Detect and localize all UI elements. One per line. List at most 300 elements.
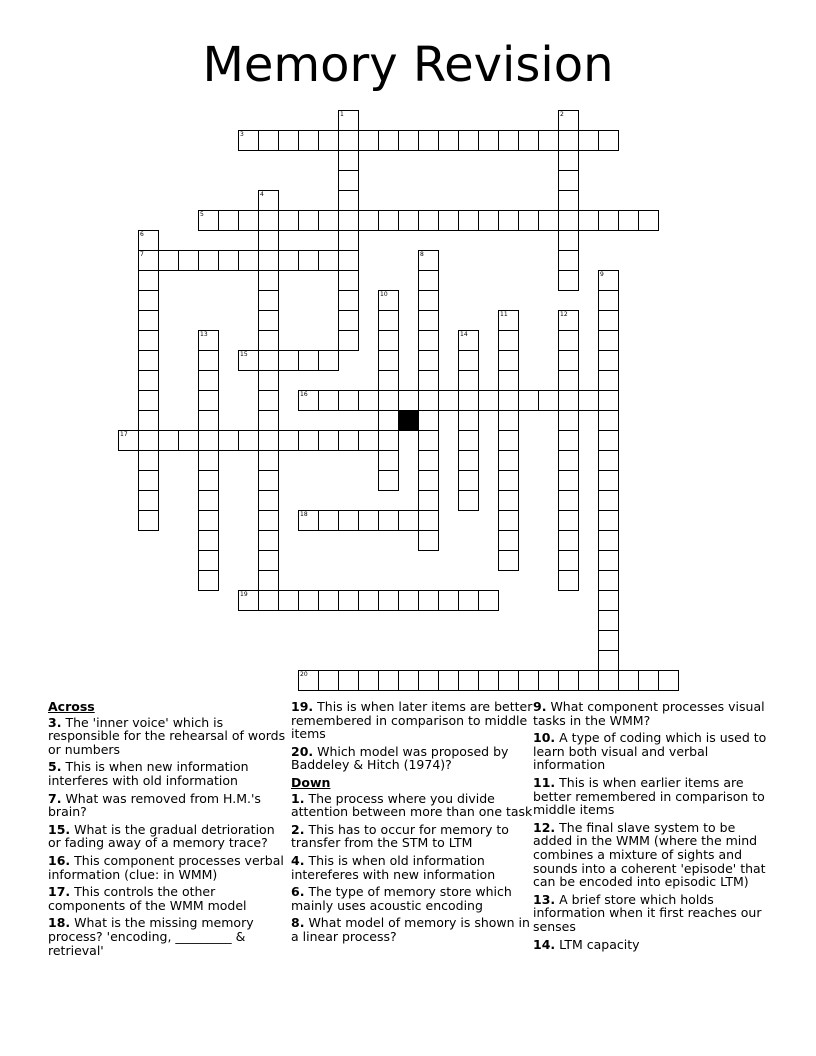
grid-cell[interactable] [498,310,519,331]
grid-cell[interactable] [258,350,279,371]
grid-cell[interactable] [458,490,479,511]
grid-cell[interactable] [258,290,279,311]
grid-cell[interactable] [298,510,319,531]
grid-cell[interactable] [258,530,279,551]
grid-cell[interactable] [418,390,439,411]
grid-number: 16 [300,391,308,398]
clue-down-10: 10. A type of coding which is used to learn both visual and verbal information [533,730,767,773]
grid-cell[interactable] [518,670,539,691]
grid-cell[interactable] [458,670,479,691]
grid-cell[interactable] [318,510,339,531]
grid-cell[interactable] [258,370,279,391]
grid-cell[interactable] [598,270,619,291]
grid-cell[interactable] [258,390,279,411]
grid-cell[interactable] [598,430,619,451]
grid-cell[interactable] [378,470,399,491]
grid-cell[interactable] [558,510,579,531]
grid-cell[interactable] [418,290,439,311]
grid-cell[interactable] [378,450,399,471]
grid-cell[interactable] [138,330,159,351]
grid-cell[interactable] [378,670,399,691]
grid-cell[interactable] [398,590,419,611]
grid-number: 7 [140,251,144,258]
grid-cell[interactable] [418,250,439,271]
grid-cell[interactable] [478,670,499,691]
grid-cell[interactable] [558,150,579,171]
grid-cell[interactable] [398,390,419,411]
grid-cell[interactable] [578,670,599,691]
grid-number: 17 [120,431,128,438]
clue-down-6: 6. The type of memory store which mainly uses acoustic encoding [291,884,512,913]
grid-cell[interactable] [598,670,619,691]
grid-cell[interactable] [558,570,579,591]
grid-cell[interactable] [458,350,479,371]
grid-cell[interactable] [598,290,619,311]
grid-cell[interactable] [198,470,219,491]
grid-cell[interactable] [478,590,499,611]
grid-cell[interactable] [418,450,439,471]
grid-cell[interactable] [318,250,339,271]
grid-cell[interactable] [598,350,619,371]
clues-column-1 [48,700,290,961]
grid-cell[interactable] [138,270,159,291]
grid-cell[interactable] [598,630,619,651]
grid-cell[interactable] [378,590,399,611]
grid-cell[interactable] [358,390,379,411]
clue-across-18: 18. What is the missing memory process? 'encoding, _________ & retrieval' [48,915,254,958]
grid-cell[interactable] [458,470,479,491]
grid-cell[interactable] [598,530,619,551]
grid-cell[interactable] [278,250,299,271]
clue-across-19: 19. This is when later items are better remembered in comparison to middle items [291,699,533,742]
grid-cell[interactable] [438,130,459,151]
grid-cell[interactable] [258,310,279,331]
grid-cell[interactable] [598,370,619,391]
down-header: Down [291,774,331,790]
grid-cell[interactable] [218,210,239,231]
grid-cell[interactable] [518,210,539,231]
grid-cell[interactable] [558,250,579,271]
grid-cell[interactable] [298,130,319,151]
grid-cell[interactable] [338,230,359,251]
grid-cell[interactable] [258,510,279,531]
grid-cell[interactable] [438,390,459,411]
clue-across-5: 5. This is when new information interferes with old information [48,759,249,788]
grid-number: 11 [500,311,508,318]
grid-cell[interactable] [258,430,279,451]
grid-cell[interactable] [478,390,499,411]
grid-cell[interactable] [418,210,439,231]
grid-cell[interactable] [618,210,639,231]
grid-cell[interactable] [598,510,619,531]
grid-cell[interactable] [558,490,579,511]
grid-cell[interactable] [218,430,239,451]
grid-cell[interactable] [598,310,619,331]
grid-cell[interactable] [598,210,619,231]
grid-number: 8 [420,251,424,258]
grid-cell[interactable] [318,210,339,231]
grid-cell[interactable] [338,130,359,151]
grid-cell[interactable] [338,190,359,211]
grid-cell[interactable] [338,590,359,611]
grid-cell[interactable] [498,410,519,431]
grid-cell[interactable] [138,350,159,371]
grid-cell[interactable] [478,130,499,151]
grid-cell[interactable] [278,350,299,371]
grid-cell[interactable] [358,210,379,231]
grid-cell[interactable] [198,530,219,551]
grid-cell[interactable] [138,410,159,431]
grid-cell[interactable] [338,510,359,531]
grid-cell[interactable] [318,130,339,151]
grid-cell[interactable] [138,490,159,511]
grid-cell[interactable] [658,670,679,691]
grid-cell[interactable] [218,250,239,271]
grid-cell[interactable] [258,130,279,151]
grid-cell[interactable] [358,510,379,531]
grid-cell[interactable] [338,310,359,331]
clue-across-3: 3. The 'inner voice' which is responsible for the rehearsal of words or numbers [48,714,286,757]
clue-down-8: 8. What model of memory is shown in a linear process? [291,915,530,944]
clue-down-2: 2. This has to occur for memory to transfer from the STM to LTM [291,821,509,851]
grid-cell[interactable] [498,350,519,371]
clue-down-14: 14. LTM capacity [533,936,640,952]
grid-cell[interactable] [398,670,419,691]
grid-cell[interactable] [558,210,579,231]
grid-cell[interactable] [238,250,259,271]
grid-cell[interactable] [258,190,279,211]
grid-cell[interactable] [298,670,319,691]
grid-cell[interactable] [258,470,279,491]
grid-cell[interactable] [118,430,139,451]
grid-cell[interactable] [198,490,219,511]
grid-cell[interactable] [418,130,439,151]
clue-down-13: 13. A brief store which holds information when it first reaches our senses [533,891,762,934]
grid-number: 2 [560,111,564,118]
grid-cell[interactable] [638,670,659,691]
grid-cell[interactable] [558,670,579,691]
grid-cell[interactable] [238,430,259,451]
grid-cell[interactable] [198,450,219,471]
grid-cell[interactable] [558,430,579,451]
grid-cell[interactable] [578,390,599,411]
grid-number: 10 [380,291,388,298]
grid-cell[interactable] [198,330,219,351]
clue-down-9: 9. What component processes visual tasks in the WMM? [533,699,765,728]
clue-across-17: 17. This controls the other components of the WMM model [48,884,247,913]
grid-cell[interactable] [558,450,579,471]
grid-cell[interactable] [558,410,579,431]
grid-number: 14 [460,331,468,338]
grid-cell[interactable] [198,510,219,531]
grid-cell[interactable] [558,550,579,571]
grid-cell[interactable] [558,470,579,491]
grid-cell[interactable] [598,410,619,431]
grid-cell[interactable] [418,350,439,371]
grid-cell[interactable] [338,250,359,271]
grid-cell[interactable] [558,230,579,251]
grid-cell[interactable] [198,390,219,411]
grid-cell[interactable] [358,670,379,691]
grid-cell[interactable] [238,130,259,151]
grid-cell[interactable] [238,590,259,611]
grid-cell[interactable] [598,450,619,471]
grid-cell[interactable] [258,590,279,611]
grid-cell[interactable] [498,210,519,231]
across-header: Across [48,699,95,714]
grid-cell[interactable] [438,670,459,691]
grid-cell[interactable] [558,130,579,151]
grid-cell[interactable] [338,150,359,171]
grid-cell[interactable] [598,550,619,571]
grid-cell[interactable] [258,210,279,231]
grid-cell[interactable] [358,130,379,151]
grid-cell[interactable] [398,210,419,231]
grid-cell[interactable] [418,310,439,331]
grid-cell[interactable] [398,510,419,531]
grid-cell[interactable] [498,470,519,491]
grid-cell[interactable] [598,390,619,411]
grid-cell[interactable] [498,490,519,511]
grid-cell[interactable] [578,130,599,151]
grid-cell[interactable] [598,470,619,491]
grid-cell[interactable] [418,670,439,691]
grid-cell[interactable] [458,370,479,391]
grid-number: 3 [240,131,244,138]
grid-cell[interactable] [258,490,279,511]
grid-cell[interactable] [558,350,579,371]
grid-cell[interactable] [298,590,319,611]
grid-cell[interactable] [498,390,519,411]
grid-cell[interactable] [318,430,339,451]
grid-number: 12 [560,311,568,318]
grid-cell[interactable] [298,210,319,231]
grid-cell[interactable] [498,330,519,351]
grid-cell[interactable] [198,370,219,391]
grid-cell[interactable] [258,330,279,351]
grid-cell[interactable] [418,270,439,291]
grid-cell[interactable] [378,370,399,391]
grid-number: 5 [200,211,204,218]
grid-cell[interactable] [558,310,579,331]
grid-cell[interactable] [558,330,579,351]
clues-column-2 [291,700,533,948]
grid-cell[interactable] [418,330,439,351]
grid-cell[interactable] [458,450,479,471]
grid-cell[interactable] [258,570,279,591]
grid-cell[interactable] [498,530,519,551]
grid-number: 20 [300,671,308,678]
grid-cell[interactable] [338,670,359,691]
grid-cell[interactable] [418,510,439,531]
grid-cell[interactable] [418,470,439,491]
grid-cell[interactable] [438,210,459,231]
grid-cell[interactable] [598,490,619,511]
grid-cell[interactable] [198,430,219,451]
grid-cell[interactable] [298,350,319,371]
grid-cell[interactable] [378,330,399,351]
grid-cell[interactable] [318,670,339,691]
grid-cell[interactable] [458,130,479,151]
grid-cell[interactable] [338,170,359,191]
grid-cell[interactable] [598,130,619,151]
clue-across-16: 16. This component processes verbal information (clue: in WMM) [48,852,284,882]
grid-cell[interactable] [378,430,399,451]
grid-cell[interactable] [538,390,559,411]
grid-cell[interactable] [538,670,559,691]
grid-number: 18 [300,511,308,518]
grid-cell[interactable] [258,250,279,271]
grid-cell[interactable] [338,110,359,131]
grid-cell[interactable] [558,190,579,211]
grid-cell[interactable] [138,470,159,491]
grid-cell[interactable] [318,390,339,411]
grid-cell[interactable] [198,570,219,591]
grid-cell[interactable] [158,430,179,451]
grid-cell[interactable] [258,450,279,471]
grid-cell[interactable] [338,330,359,351]
grid-cell[interactable] [278,430,299,451]
grid-cell[interactable] [178,250,199,271]
grid-cell[interactable] [458,590,479,611]
grid-cell[interactable] [558,370,579,391]
grid-number: 15 [240,351,248,358]
grid-cell[interactable] [138,390,159,411]
grid-cell[interactable] [418,590,439,611]
grid-cell[interactable] [438,590,459,611]
grid-cell[interactable] [138,430,159,451]
clue-across-15: 15. What is the gradual detrioration or fading away of a memory trace? [48,821,275,851]
grid-cell[interactable] [198,250,219,271]
grid-cell[interactable] [458,330,479,351]
grid-cell[interactable] [338,430,359,451]
grid-cell[interactable] [378,310,399,331]
grid-cell[interactable] [558,110,579,131]
grid-cell[interactable] [278,210,299,231]
grid-cell[interactable] [138,310,159,331]
grid-cell[interactable] [378,130,399,151]
grid-cell[interactable] [558,530,579,551]
grid-cell[interactable] [498,670,519,691]
grid-number: 1 [340,111,344,118]
grid-cell[interactable] [198,350,219,371]
grid-cell[interactable] [458,210,479,231]
grid-cell[interactable] [418,430,439,451]
grid-cell[interactable] [378,350,399,371]
grid-cell[interactable] [538,210,559,231]
grid-cell[interactable] [358,430,379,451]
grid-cell[interactable] [258,270,279,291]
grid-cell[interactable] [498,130,519,151]
grid-cell[interactable] [238,210,259,231]
grid-cell[interactable] [298,390,319,411]
grid-cell[interactable] [298,430,319,451]
grid-cell[interactable] [518,390,539,411]
grid-cell[interactable] [158,250,179,271]
grid-cell[interactable] [338,390,359,411]
grid-cell[interactable] [338,270,359,291]
grid-cell[interactable] [538,130,559,151]
grid-cell[interactable] [558,270,579,291]
grid-cell[interactable] [298,250,319,271]
clue-down-12: 12. The final slave system to be added in the WMM (where the mind combines a mixture of sights and sounds into a coherent 'episode' that can be encoded into episodic LTM) [533,819,766,890]
grid-cell[interactable] [498,550,519,571]
grid-cell[interactable] [638,210,659,231]
grid-cell[interactable] [478,210,499,231]
grid-cell[interactable] [598,650,619,671]
grid-cell[interactable] [378,510,399,531]
grid-cell[interactable] [278,590,299,611]
grid-cell[interactable] [578,210,599,231]
grid-cell[interactable] [458,410,479,431]
grid-cell[interactable] [498,510,519,531]
grid-cell[interactable] [278,130,299,151]
grid-cell[interactable] [138,250,159,271]
grid-cell[interactable] [518,130,539,151]
grid-cell[interactable] [258,550,279,571]
clue-across-7: 7. What was removed from H.M.'s brain? [48,790,261,820]
clue-down-11: 11. This is when earlier items are better remembered in comparison to middle items [533,774,765,818]
grid-cell[interactable] [198,210,219,231]
page-title: Memory Revision [202,37,614,93]
grid-cell[interactable] [618,670,639,691]
grid-cell[interactable] [598,610,619,631]
grid-cell[interactable] [178,430,199,451]
grid-cell[interactable] [398,130,419,151]
grid-cell[interactable] [338,290,359,311]
grid-cell[interactable] [138,510,159,531]
grid-cell[interactable] [418,410,439,431]
grid-cell[interactable] [258,230,279,251]
grid-cell[interactable] [498,430,519,451]
grid-cell[interactable] [498,450,519,471]
grid-cell[interactable] [198,550,219,571]
grid-cell[interactable] [418,490,439,511]
grid-cell[interactable] [598,330,619,351]
grid-block [398,410,419,431]
clues-column-3 [533,700,775,955]
grid-number: 13 [200,331,208,338]
grid-cell[interactable] [138,450,159,471]
grid-cell[interactable] [498,370,519,391]
grid-cell[interactable] [558,390,579,411]
grid-cell[interactable] [378,210,399,231]
grid-cell[interactable] [198,410,219,431]
clue-down-4: 4. This is when old information intereferes with new information [291,852,496,882]
grid-cell[interactable] [318,350,339,371]
grid-cell[interactable] [138,370,159,391]
grid-cell[interactable] [238,350,259,371]
grid-cell[interactable] [138,230,159,251]
grid-cell[interactable] [358,590,379,611]
grid-cell[interactable] [258,410,279,431]
grid-cell[interactable] [558,170,579,191]
grid-cell[interactable] [458,430,479,451]
grid-cell[interactable] [598,590,619,611]
grid-cell[interactable] [318,590,339,611]
grid-cell[interactable] [338,210,359,231]
grid-cell[interactable] [598,570,619,591]
grid-cell[interactable] [378,290,399,311]
grid-cell[interactable] [418,530,439,551]
grid-number: 6 [140,231,144,238]
grid-cell[interactable] [378,390,399,411]
grid-cell[interactable] [458,390,479,411]
grid-cell[interactable] [138,290,159,311]
grid-cell[interactable] [418,370,439,391]
grid-number: 9 [600,271,604,278]
grid-cell[interactable] [378,410,399,431]
